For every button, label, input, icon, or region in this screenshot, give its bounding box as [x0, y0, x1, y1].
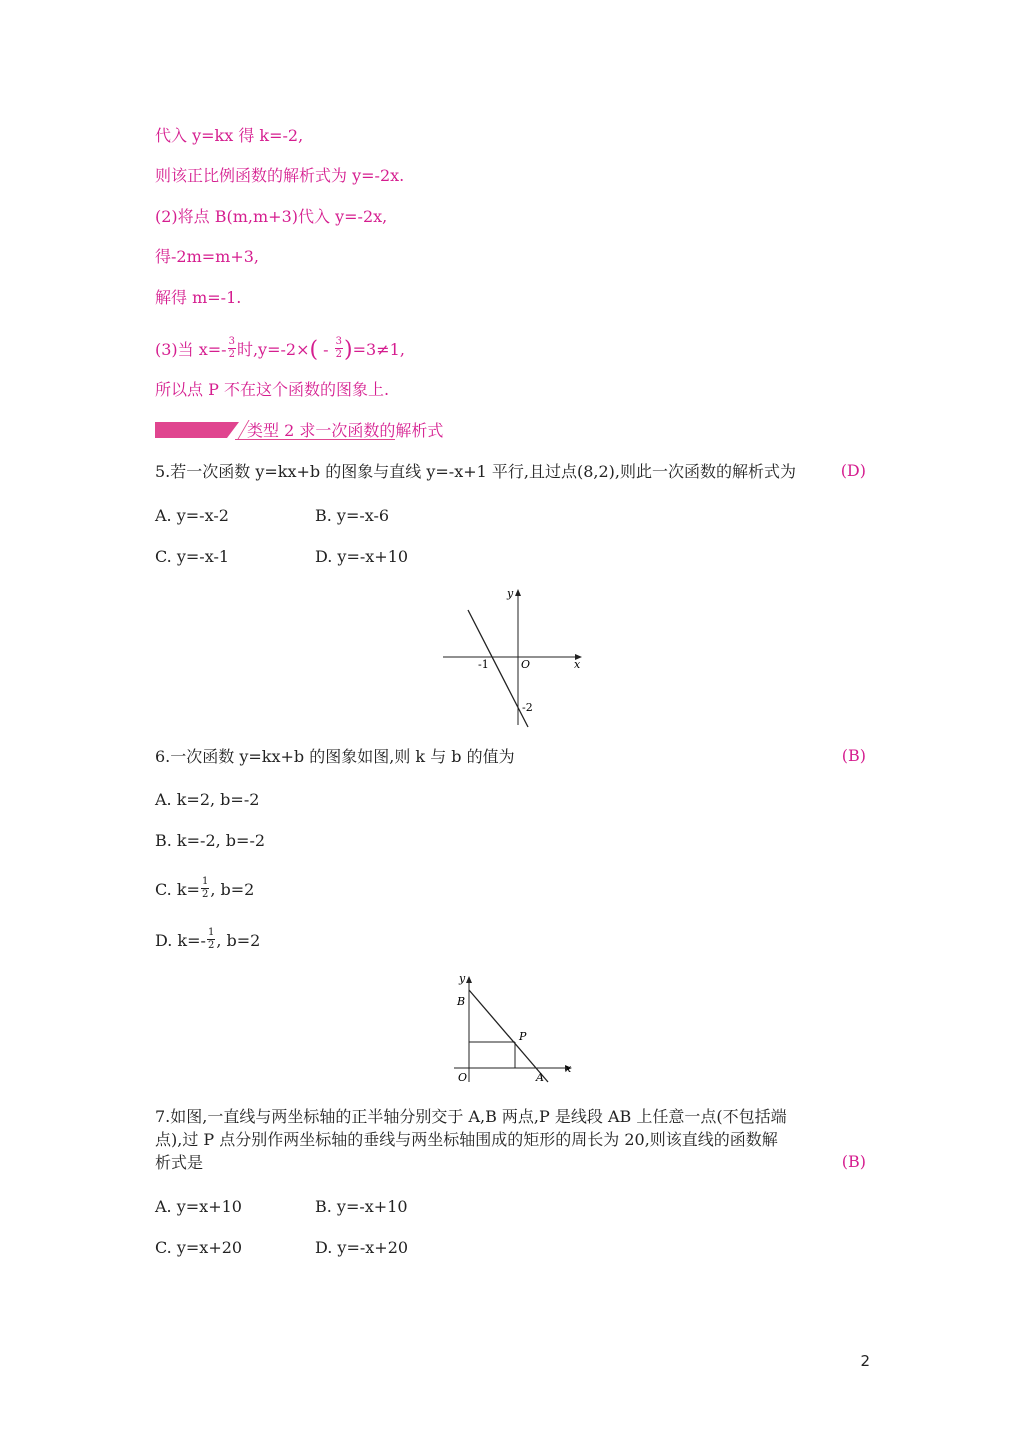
y-axis-arrow: [515, 589, 521, 596]
q7-line-3: 析式是: [155, 1153, 204, 1172]
x-label: x: [574, 658, 581, 671]
solution-line-3: (2)将点 B(m,m+3)代入 y=-2x,: [155, 207, 388, 226]
x-intercept-label: -1: [478, 658, 489, 671]
q6-option-d: D. k=- $\frac{1}{2}$ , b=2: [155, 927, 261, 951]
solution-line-6: (3)当 x=- $\frac{3}{2}$ 时,y=-2×( - $\frac{3}{2}$ )=3≠1,: [155, 336, 405, 363]
solution-line-7: 所以点 P 不在这个函数的图象上.: [155, 380, 390, 399]
q5-option-a: A. y=-x-2: [155, 506, 229, 525]
y-intercept-label: -2: [522, 701, 533, 714]
q5-option-c: C. y=-x-1: [155, 547, 230, 566]
q5-answer: (D): [840, 461, 866, 480]
point-a-label: A: [536, 1071, 544, 1084]
q7-answer: (B): [841, 1152, 866, 1171]
solution-line-5: 解得 m=-1.: [155, 288, 242, 307]
fraction: $\frac{1}{2}$: [207, 927, 215, 951]
fraction: $\frac{3}{2}$: [335, 336, 343, 360]
q6-stem: 6.一次函数 y=kx+b 的图象如图,则 k 与 b 的值为: [155, 747, 515, 766]
fraction: $\frac{1}{2}$: [201, 876, 209, 900]
q7-option-c: C. y=x+20: [155, 1238, 243, 1257]
graph-line: [468, 610, 531, 727]
y-axis-arrow: [466, 976, 472, 983]
q7-line-1: 7.如图,一直线与两坐标轴的正半轴分别交于 A,B 两点,P 是线段 AB 上任意一点(不包括端: [155, 1107, 787, 1126]
q6-answer: (B): [841, 746, 866, 765]
page-number: 2: [860, 1352, 870, 1370]
y-label: y: [459, 972, 466, 985]
banner-bar: [155, 422, 227, 438]
y-label: y: [507, 587, 514, 600]
solution-line-4: 得-2m=m+3,: [155, 247, 260, 266]
q6-option-c: C. k= $\frac{1}{2}$ , b=2: [155, 876, 255, 900]
q5-option-b: B. y=-x-6: [315, 506, 390, 525]
section-title: 类型 2 求一次函数的解析式: [247, 421, 444, 440]
x-label: x: [565, 1062, 572, 1075]
q7-option-d: D. y=-x+20: [315, 1238, 409, 1257]
origin-label: O: [458, 1071, 468, 1084]
q6-figure: [440, 585, 590, 730]
q6-option-b: B. k=-2, b=-2: [155, 831, 266, 850]
solution-line-1: 代入 y=kx 得 k=-2,: [155, 126, 304, 145]
origin-label: O: [521, 658, 531, 671]
q7-line-2: 点),过 P 点分别作两坐标轴的垂线与两坐标轴围成的矩形的周长为 20,则该直线的函数解: [155, 1130, 778, 1149]
q7-figure: [450, 970, 580, 1090]
fraction: $\frac{3}{2}$: [228, 336, 235, 360]
banner-notch: [227, 422, 239, 438]
q6-option-a: A. k=2, b=-2: [155, 790, 260, 809]
q7-option-a: A. y=x+10: [155, 1197, 242, 1216]
q7-option-b: B. y=-x+10: [315, 1197, 408, 1216]
solution-line-2: 则该正比例函数的解析式为 y=-2x.: [155, 166, 405, 185]
point-p-label: P: [519, 1030, 527, 1043]
q5-option-d: D. y=-x+10: [315, 547, 409, 566]
point-b-label: B: [457, 995, 466, 1008]
q5-stem: 5.若一次函数 y=kx+b 的图象与直线 y=-x+1 平行,且过点(8,2),则此一次函数的解析式为: [155, 462, 796, 481]
